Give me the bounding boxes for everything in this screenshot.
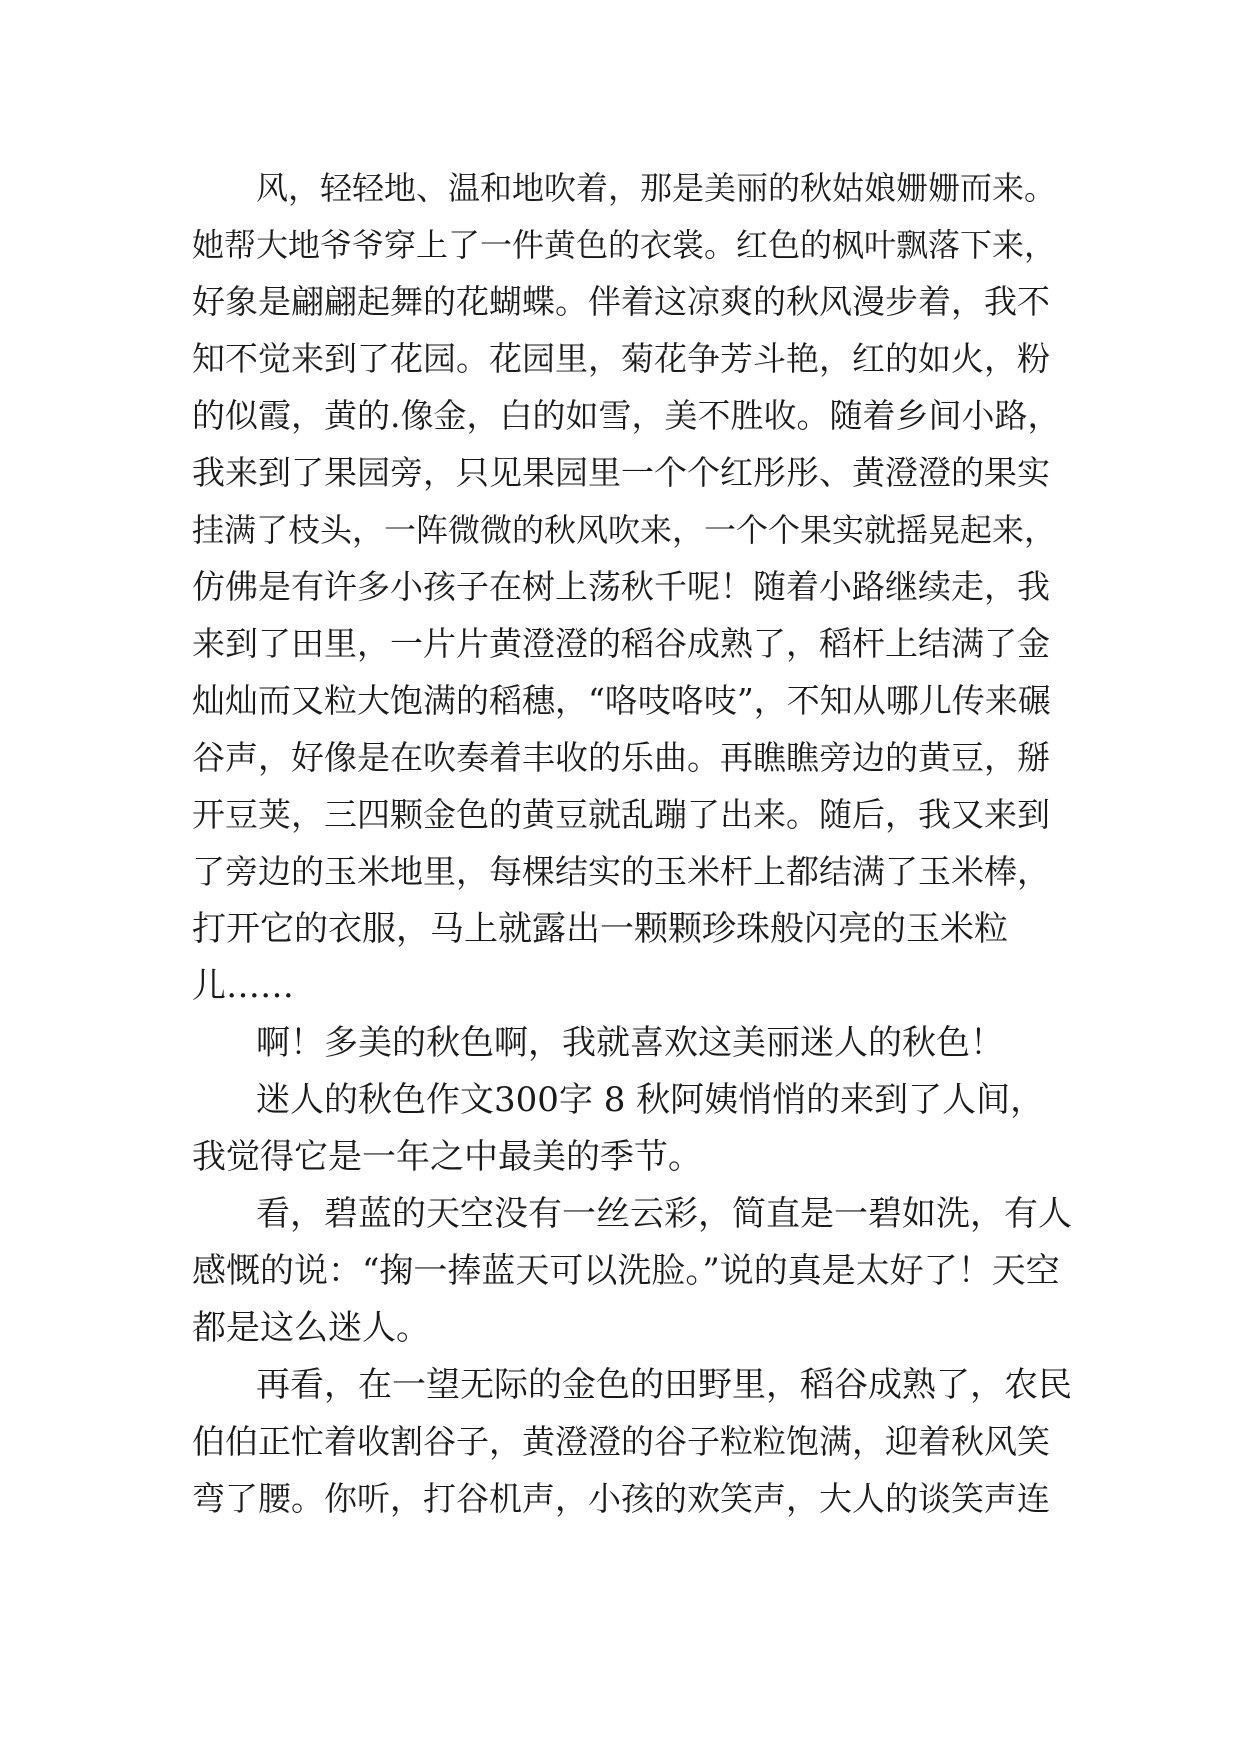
text-line: 她帮大地爷爷穿上了一件黄色的衣裳。红色的枫叶飘落下来， bbox=[192, 226, 1057, 264]
text-line: 我来到了果园旁，只见果园里一个个红彤彤、黄澄澄的果实 bbox=[192, 453, 1050, 492]
text-line: 好象是翩翩起舞的花蝴蝶。伴着这凉爽的秋风漫步着，我不 bbox=[192, 282, 1050, 321]
text-line: 开豆荚，三四颗金色的黄豆就乱蹦了出来。随后，我又来到 bbox=[192, 795, 1050, 834]
text-line: 感慨的说：“掬一捧蓝天可以洗脸。”说的真是太好了！天空 bbox=[192, 1251, 1060, 1291]
text-line: 打开它的衣服，马上就露出一颗颗珍珠般闪亮的玉米粒 bbox=[192, 909, 1008, 949]
text-line: 看，碧蓝的天空没有一丝云彩，简直是一碧如洗，有人 bbox=[256, 1194, 1072, 1234]
text-line: 儿…… bbox=[192, 966, 294, 1006]
text-line: 啊！多美的秋色啊，我就喜欢这美丽迷人的秋色！ bbox=[256, 1023, 1004, 1063]
text-line: 弯了腰。你听，打谷机声，小孩的欢笑声，大人的谈笑声连 bbox=[192, 1479, 1050, 1518]
text-line: 来到了田里，一片片黄澄澄的稻谷成熟了，稻杆上结满了金 bbox=[192, 624, 1050, 663]
text-line: 灿灿而又粒大饱满的稻穗，“咯吱咯吱”，不知从哪儿传来碾 bbox=[192, 681, 1051, 720]
text-line: 风，轻轻地、温和地吹着，那是美丽的秋姑娘姗姗而来。 bbox=[256, 169, 1057, 207]
text-line: 再看，在一望无际的金色的田野里，稻谷成熟了，农民 bbox=[256, 1365, 1072, 1405]
text-line: 的似霞，黄的.像金，白的如雪，美不胜收。随着乡间小路， bbox=[192, 396, 1061, 435]
text-line: 都是这么迷人。 bbox=[192, 1308, 430, 1348]
text-line: 我觉得它是一年之中最美的季节。 bbox=[192, 1137, 702, 1177]
text-line: 了旁边的玉米地里，每棵结实的玉米杆上都结满了玉米棒， bbox=[192, 852, 1050, 891]
text-line: 伯伯正忙着收割谷子，黄澄澄的谷子粒粒饱满，迎着秋风笑 bbox=[192, 1422, 1050, 1461]
text-line: 挂满了枝头，一阵微微的秋风吹来，一个个果实就摇晃起来， bbox=[192, 511, 1057, 549]
text-line: 谷声，好像是在吹奏着丰收的乐曲。再瞧瞧旁边的黄豆，掰 bbox=[192, 738, 1050, 777]
text-line: 仿佛是有许多小孩子在树上荡秋千呢！随着小路继续走，我 bbox=[192, 567, 1050, 606]
text-line: 迷人的秋色作文300字 8 秋阿姨悄悄的来到了人间， bbox=[256, 1080, 1045, 1120]
text-line: 知不觉来到了花园。花园里，菊花争芳斗艳，红的如火，粉 bbox=[192, 339, 1050, 378]
